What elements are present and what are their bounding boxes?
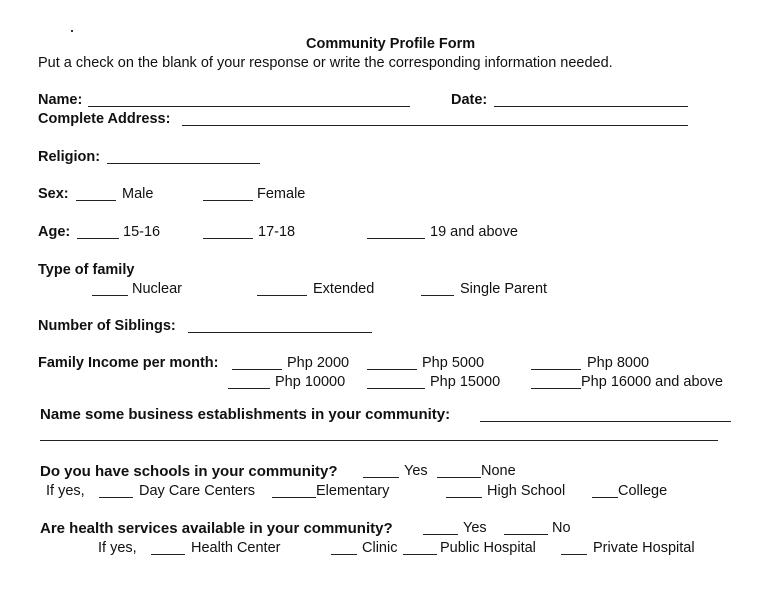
- age-19-above-option: 19 and above: [430, 224, 518, 240]
- health-no-blank[interactable]: [504, 534, 548, 535]
- income-10000-option: Php 10000: [275, 374, 346, 390]
- health-private-hospital-blank[interactable]: [561, 554, 587, 555]
- name-label: Name:: [38, 92, 83, 108]
- schools-elementary-option: Elementary: [316, 483, 390, 499]
- sex-male-option: Male: [122, 186, 154, 202]
- schools-college-blank[interactable]: [592, 497, 618, 498]
- health-no-option: No: [552, 520, 571, 536]
- family-single-parent-blank[interactable]: [421, 295, 454, 296]
- health-public-hospital-option: Public Hospital: [440, 540, 536, 556]
- date-field[interactable]: [494, 106, 688, 107]
- address-field[interactable]: [182, 125, 688, 126]
- income-16000-above-option: Php 16000 and above: [581, 374, 723, 390]
- income-2000-blank[interactable]: [232, 369, 282, 370]
- schools-none-blank[interactable]: [437, 477, 481, 478]
- income-15000-blank[interactable]: [367, 388, 425, 389]
- family-type-label: Type of family: [38, 262, 135, 278]
- health-public-hospital-blank[interactable]: [403, 554, 437, 555]
- health-private-hospital-option: Private Hospital: [593, 540, 695, 556]
- age-17-18-blank[interactable]: [203, 238, 253, 239]
- business-label: Name some business establishments in your community:: [40, 406, 451, 423]
- form-instructions: Put a check on the blank of your response or write the corresponding information needed.: [38, 55, 613, 71]
- form-title: Community Profile Form: [306, 36, 476, 52]
- schools-elementary-blank[interactable]: [272, 497, 316, 498]
- sex-female-option: Female: [257, 186, 306, 202]
- name-field[interactable]: [88, 106, 410, 107]
- health-yes-blank[interactable]: [423, 534, 458, 535]
- schools-daycare-blank[interactable]: [99, 497, 133, 498]
- schools-if-yes: If yes,: [46, 483, 85, 499]
- income-5000-blank[interactable]: [367, 369, 417, 370]
- schools-daycare-option: Day Care Centers: [139, 483, 256, 499]
- siblings-label: Number of Siblings:: [38, 318, 176, 334]
- health-if-yes: If yes,: [98, 540, 137, 556]
- age-15-16-blank[interactable]: [77, 238, 119, 239]
- income-2000-option: Php 2000: [287, 355, 350, 371]
- health-center-option: Health Center: [191, 540, 281, 556]
- schools-none-option: None: [481, 463, 516, 479]
- schools-question: Do you have schools in your community?: [40, 463, 338, 480]
- income-label: Family Income per month:: [38, 355, 219, 371]
- age-17-18-option: 17-18: [258, 224, 296, 240]
- health-clinic-blank[interactable]: [331, 554, 357, 555]
- religion-field[interactable]: [107, 163, 260, 164]
- health-yes-option: Yes: [463, 520, 487, 536]
- age-19-above-blank[interactable]: [367, 238, 425, 239]
- health-question: Are health services available in your community?: [40, 520, 393, 537]
- income-8000-blank[interactable]: [531, 369, 581, 370]
- schools-highschool-blank[interactable]: [446, 497, 482, 498]
- religion-label: Religion:: [38, 149, 101, 165]
- sex-label: Sex:: [38, 186, 69, 202]
- schools-highschool-option: High School: [487, 483, 566, 499]
- schools-yes-option: Yes: [404, 463, 428, 479]
- income-15000-option: Php 15000: [430, 374, 501, 390]
- health-center-blank[interactable]: [151, 554, 185, 555]
- address-label: Complete Address:: [38, 111, 171, 127]
- business-field[interactable]: [480, 421, 731, 422]
- income-16000-above-blank[interactable]: [531, 388, 581, 389]
- age-15-16-option: 15-16: [123, 224, 161, 240]
- sex-female-blank[interactable]: [203, 200, 253, 201]
- date-label: Date:: [451, 92, 488, 108]
- family-single-parent-option: Single Parent: [460, 281, 548, 297]
- income-8000-option: Php 8000: [587, 355, 650, 371]
- business-field-line-2[interactable]: [40, 440, 718, 441]
- sex-male-blank[interactable]: [76, 200, 116, 201]
- family-nuclear-option: Nuclear: [132, 281, 182, 297]
- health-clinic-option: Clinic: [362, 540, 398, 556]
- siblings-field[interactable]: [188, 332, 372, 333]
- schools-yes-blank[interactable]: [363, 477, 399, 478]
- stray-mark: [71, 30, 73, 32]
- income-10000-blank[interactable]: [228, 388, 270, 389]
- income-5000-option: Php 5000: [422, 355, 485, 371]
- family-extended-blank[interactable]: [257, 295, 307, 296]
- schools-college-option: College: [618, 483, 668, 499]
- age-label: Age:: [38, 224, 71, 240]
- family-nuclear-blank[interactable]: [92, 295, 128, 296]
- family-extended-option: Extended: [313, 281, 375, 297]
